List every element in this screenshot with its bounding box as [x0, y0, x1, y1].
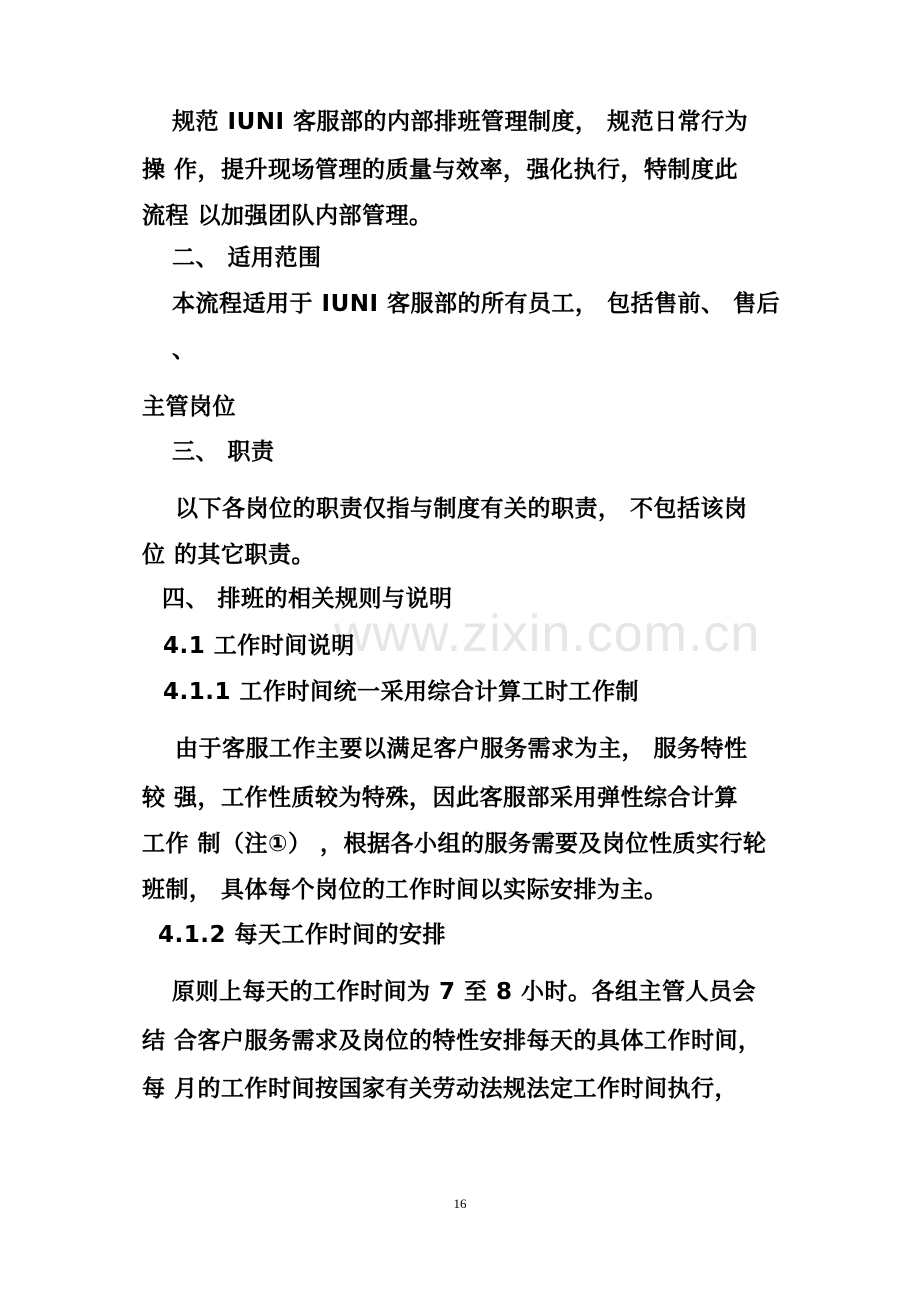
text-line: 本流程适用于 IUNI 客服部的所有员工， 包括售前、 售后 [172, 291, 781, 317]
text-line: 由于客服工作主要以满足客户服务需求为主， 服务特性 [175, 736, 748, 762]
subsection-heading: 4.1.2 每天工作时间的安排 [158, 922, 446, 948]
text-line: 主管岗位 [142, 394, 236, 420]
page-number: 16 [453, 1196, 467, 1211]
text-line: 操 作，提升现场管理的质量与效率，强化执行，特制度此 [142, 157, 739, 183]
text-line: 、 [172, 337, 196, 363]
section-heading: 三、 职责 [172, 439, 275, 465]
text-line: 原则上每天的工作时间为 7 至 8 小时。各组主管人员会 [172, 979, 757, 1005]
text-line: 结 合客户服务需求及岗位的特性安排每天的具体工作时间， [142, 1028, 762, 1054]
section-heading: 二、 适用范围 [172, 245, 322, 271]
section-heading: 四、 排班的相关规则与说明 [162, 586, 453, 612]
text-line: 以下各岗位的职责仅指与制度有关的职责， 不包括该岗 [175, 496, 748, 522]
watermark: www.zixin.com.cn [334, 605, 761, 663]
subsection-heading: 4.1.1 工作时间统一采用综合计算工时工作制 [163, 679, 639, 705]
text-line: 流程 以加强团队内部管理。 [142, 203, 433, 229]
text-line: 工作 制（注①） ，根据各小组的服务需要及岗位性质实行轮 [142, 831, 767, 857]
text-line: 规范 IUNI 客服部的内部排班管理制度， 规范日常行为 [172, 109, 749, 135]
subsection-heading: 4.1 工作时间说明 [163, 633, 355, 659]
text-line: 位 的其它职责。 [142, 542, 316, 568]
text-line: 班制， 具体每个岗位的工作时间以实际安排为主。 [142, 877, 668, 903]
text-line: 较 强，工作性质较为特殊，因此客服部采用弹性综合计算 [142, 785, 739, 811]
text-line: 每 月的工作时间按国家有关劳动法规法定工作时间执行， [142, 1076, 739, 1102]
